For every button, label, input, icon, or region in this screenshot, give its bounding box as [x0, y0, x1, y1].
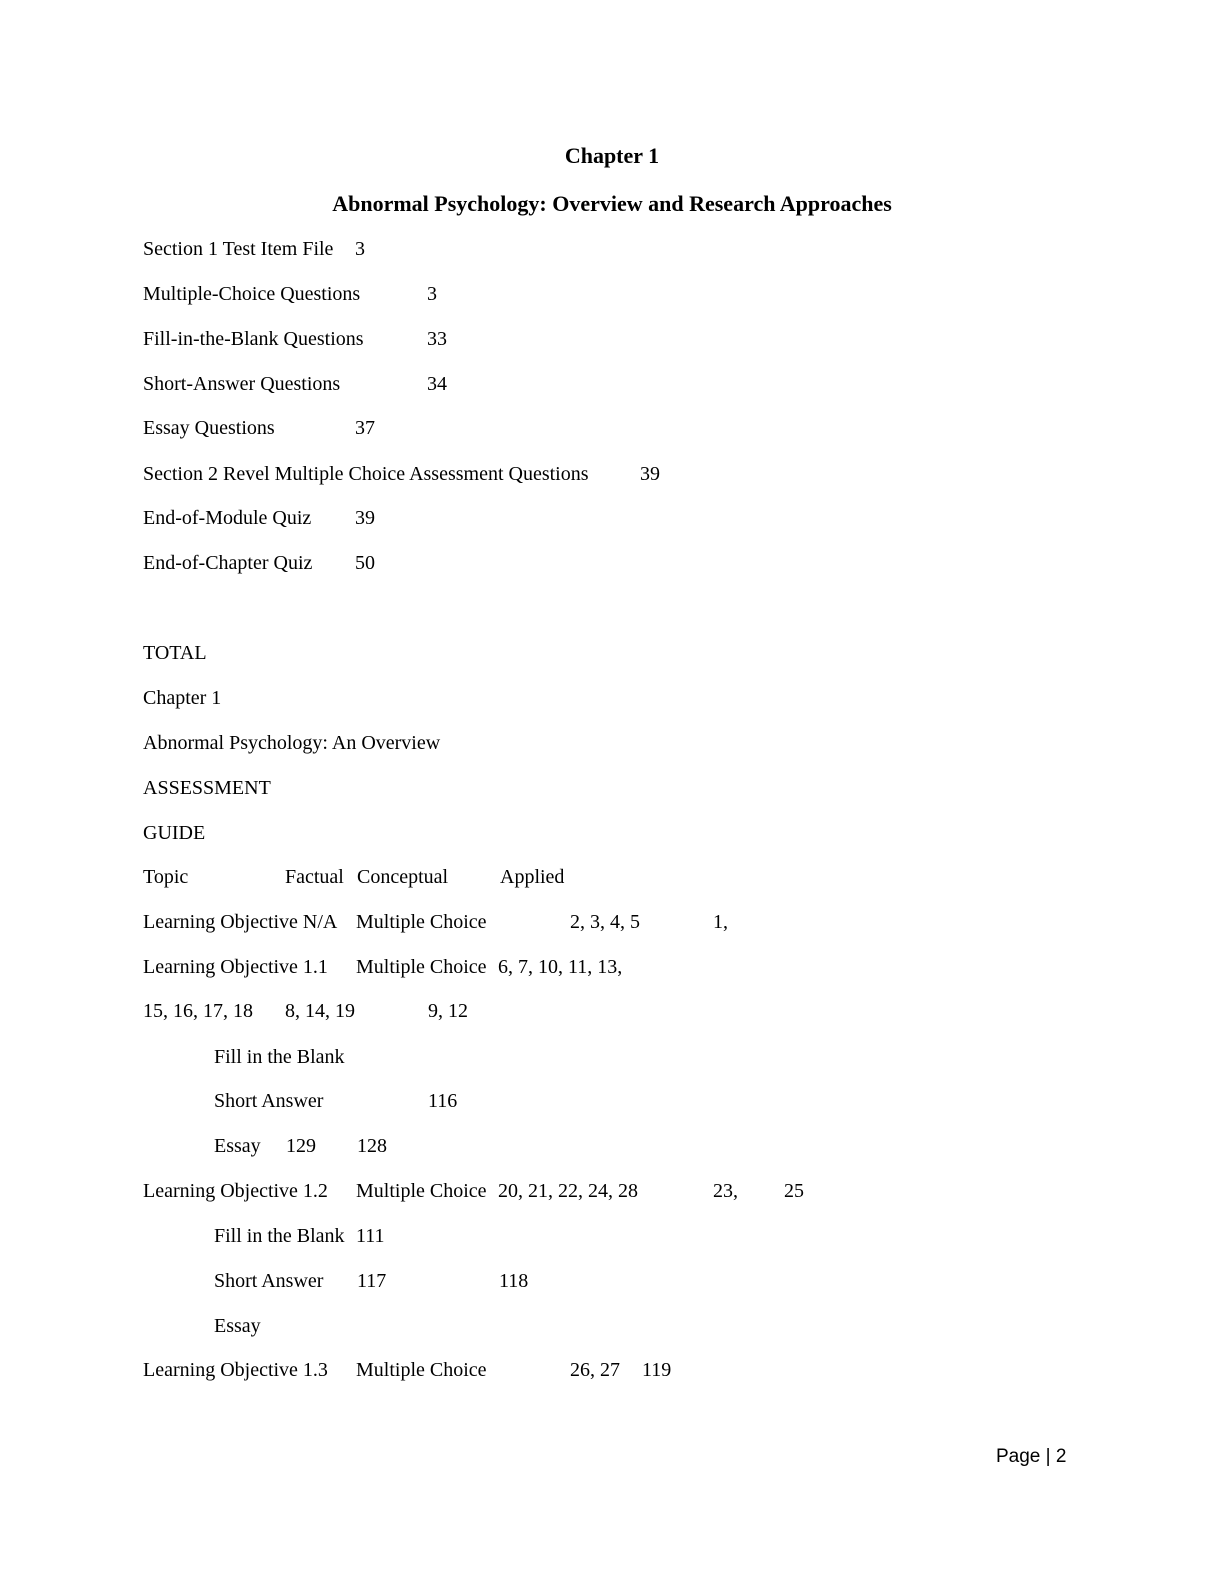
- row-type: Multiple Choice: [356, 911, 487, 933]
- header-conceptual: Conceptual: [357, 866, 449, 888]
- guide-label: GUIDE: [143, 822, 206, 844]
- row-conceptual: 1,: [713, 911, 728, 933]
- row-factual: 26, 27: [570, 1359, 620, 1381]
- row-factual: 117: [357, 1270, 387, 1292]
- row-type: Short Answer: [214, 1270, 324, 1292]
- contents-label: Fill-in-the-Blank Questions: [143, 328, 364, 350]
- row-objective: Learning Objective 1.3: [143, 1359, 328, 1381]
- row-conceptual: 128: [357, 1135, 387, 1157]
- row-type: Multiple Choice: [356, 1180, 487, 1202]
- chapter-subtitle: Abnormal Psychology: Overview and Research Approaches: [332, 191, 892, 216]
- row-objective: Learning Objective 1.1: [143, 956, 328, 978]
- total-chapter-title: Abnormal Psychology: An Overview: [143, 732, 441, 754]
- row-conceptual: 8, 14, 19: [285, 1000, 355, 1022]
- header-applied: Applied: [500, 866, 565, 888]
- contents-label: Section 2 Revel Multiple Choice Assessment Questions: [143, 463, 589, 485]
- row-type: Multiple Choice: [356, 1359, 487, 1381]
- header-factual: Factual: [285, 866, 344, 888]
- contents-page: 33: [427, 328, 447, 350]
- contents-label: Multiple-Choice Questions: [143, 283, 361, 305]
- row-factual: 6, 7, 10, 11, 13,: [498, 956, 623, 978]
- row-factual: 111: [356, 1225, 385, 1247]
- row-type: Fill in the Blank: [214, 1225, 345, 1247]
- row-type: Fill in the Blank: [214, 1046, 345, 1068]
- contents-label: End-of-Chapter Quiz: [143, 552, 313, 574]
- row-objective: Learning Objective 1.2: [143, 1180, 328, 1202]
- row-objective: Learning Objective N/A: [143, 911, 338, 933]
- row-factual: 15, 16, 17, 18: [143, 1000, 253, 1022]
- chapter-heading: Chapter 1: [564, 143, 660, 168]
- contents-label: Essay Questions: [143, 417, 275, 439]
- contents-page: 39: [640, 463, 660, 485]
- row-factual: 2, 3, 4, 5: [570, 911, 640, 933]
- row-factual: 20, 21, 22, 24, 28: [498, 1180, 638, 1202]
- contents-page: 39: [355, 507, 375, 529]
- row-type: Multiple Choice: [356, 956, 487, 978]
- contents-page: 34: [427, 373, 447, 395]
- contents-page: 3: [427, 283, 437, 305]
- total-chapter: Chapter 1: [143, 687, 222, 709]
- header-topic: Topic: [143, 866, 189, 888]
- total-label: TOTAL: [143, 642, 207, 664]
- contents-label: End-of-Module Quiz: [143, 507, 312, 529]
- row-applied: 9, 12: [428, 1000, 468, 1022]
- row-conceptual: 23,: [713, 1180, 738, 1202]
- row-conceptual: 119: [642, 1359, 672, 1381]
- row-value: 116: [428, 1090, 458, 1112]
- contents-page: 50: [355, 552, 375, 574]
- contents-label: Short-Answer Questions: [143, 373, 341, 395]
- contents-page: 3: [355, 238, 365, 260]
- row-type: Essay: [214, 1135, 261, 1157]
- row-type: Short Answer: [214, 1090, 324, 1112]
- contents-label: Section 1 Test Item File: [143, 238, 334, 260]
- contents-page: 37: [355, 417, 375, 439]
- page-number: Page | 2: [996, 1446, 1067, 1467]
- row-type: Essay: [214, 1315, 261, 1337]
- row-applied: 25: [784, 1180, 804, 1202]
- row-applied: 118: [499, 1270, 529, 1292]
- row-factual: 129: [286, 1135, 316, 1157]
- assessment-label: ASSESSMENT: [143, 777, 271, 799]
